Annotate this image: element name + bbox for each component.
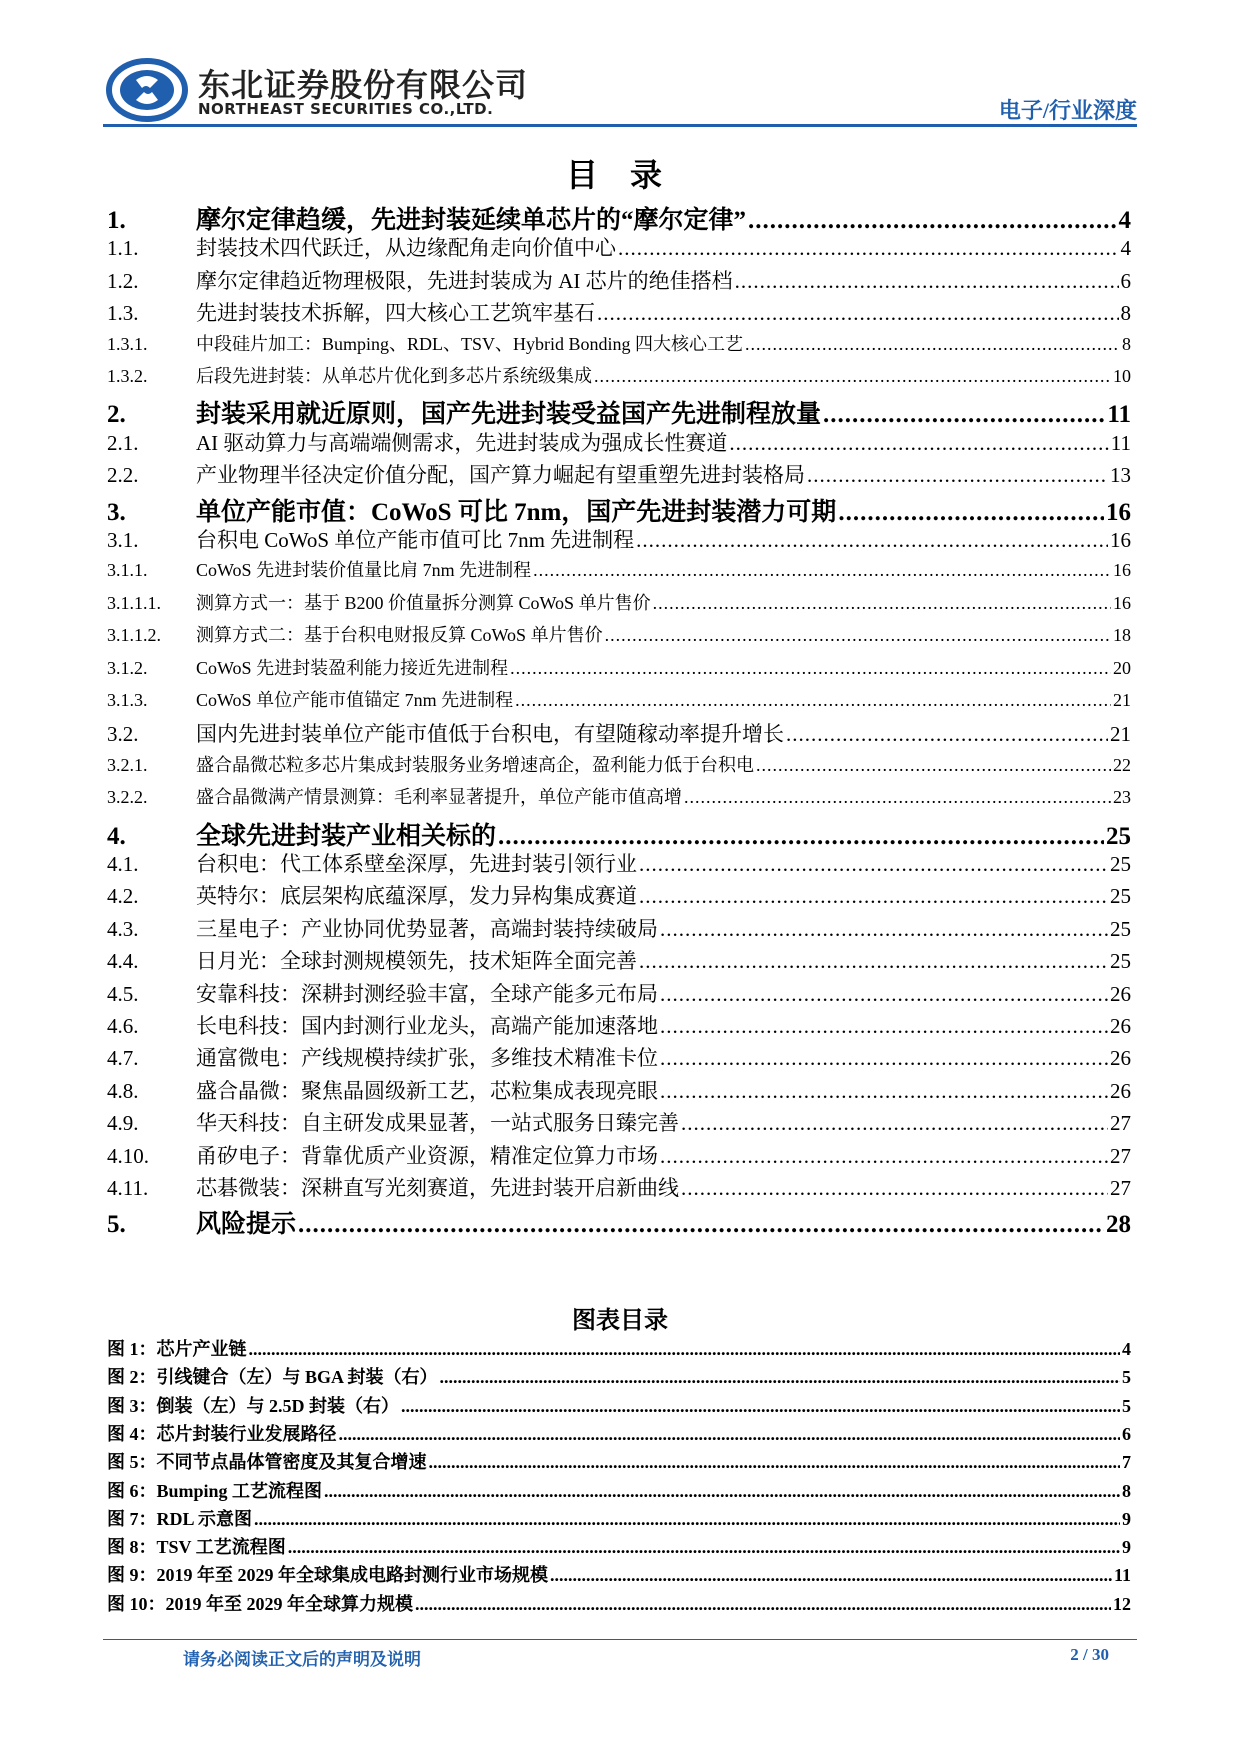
toc-entry-title: CoWoS 先进封装盈利能力接近先进制程	[196, 657, 509, 678]
figure-entry[interactable]	[107, 1335, 1131, 1361]
dot-leader	[660, 982, 1108, 1007]
toc-entry[interactable]	[107, 330, 1131, 356]
toc-entry-title: 英特尔：底层架构底蕴深厚，发力异构集成赛道	[196, 884, 637, 909]
figure-entry-page: 6	[1122, 1423, 1131, 1444]
figure-entry[interactable]	[107, 1561, 1131, 1587]
toc-entry[interactable]	[107, 816, 1131, 852]
toc-entry-page: 16	[1110, 528, 1131, 552]
toc-entry-number: 4.9.	[107, 1111, 139, 1136]
toc-entry-title: 台积电：代工体系壁垒深厚，先进封装引领行业	[196, 852, 637, 876]
toc-entry-page: 13	[1110, 463, 1131, 488]
figure-entry-page: 8	[1122, 1480, 1131, 1501]
toc-entry-number: 5.	[107, 1211, 126, 1239]
toc-entry-page: 27	[1110, 1176, 1131, 1200]
toc-entry[interactable]	[107, 589, 1131, 615]
figure-entry[interactable]	[107, 1392, 1131, 1418]
toc-entry-number: 4.4.	[107, 949, 139, 974]
dot-leader	[440, 1367, 1120, 1388]
toc-entry-number: 3.2.	[107, 722, 139, 747]
dot-leader	[639, 949, 1108, 974]
toc-entry-title: AI 驱动算力与高端端侧需求，先进封装成为强成长性赛道	[196, 430, 728, 455]
toc-entry-page: 27	[1110, 1143, 1131, 1168]
toc-entry-number: 4.2.	[107, 884, 139, 909]
toc-entry-page: 26	[1110, 1014, 1131, 1038]
toc-entry-title: 盛合晶微满产情景测算：毛利率显著提升，单位产能市值高增	[196, 787, 682, 808]
figure-entry-title: 图 3：倒装（左）与 2.5D 封装（右）	[107, 1395, 399, 1416]
toc-entry-number: 4.5.	[107, 981, 139, 1006]
toc-entry-number: 2.	[107, 401, 126, 429]
toc-entry[interactable]	[107, 654, 1131, 680]
figure-entry-page: 12	[1113, 1593, 1131, 1614]
figure-entry[interactable]	[107, 1477, 1131, 1503]
toc-entry-page: 11	[1107, 401, 1131, 429]
toc-entry-title: 芯碁微装：深耕直写光刻赛道，先进封装开启新曲线	[196, 1176, 679, 1200]
toc-entry-page: 25	[1110, 852, 1131, 876]
dot-leader	[684, 787, 1111, 808]
figure-entry-title: 图 7：RDL 示意图	[107, 1508, 253, 1529]
dot-leader	[681, 1111, 1108, 1136]
toc-entry-title: 安靠科技：深耕封测经验丰富，全球产能多元布局	[196, 981, 658, 1006]
figure-entry-page: 4	[1122, 1339, 1131, 1359]
dot-leader	[533, 560, 1111, 581]
toc-entry-page: 25	[1110, 884, 1131, 909]
dot-leader	[735, 269, 1119, 294]
toc-entry[interactable]	[107, 945, 1131, 975]
toc-entry[interactable]	[107, 718, 1131, 748]
toc-entry-page: 27	[1110, 1111, 1131, 1136]
toc-entry-title: 日月光：全球封测规模领先，技术矩阵全面完善	[196, 949, 637, 974]
figure-entry[interactable]	[107, 1505, 1131, 1531]
toc-entry[interactable]	[107, 751, 1131, 777]
toc-entry-number: 3.1.3.	[107, 690, 148, 710]
toc-entry-title: 台积电 CoWoS 单位产能市值可比 7nm 先进制程	[196, 528, 635, 552]
toc-entry-page: 6	[1120, 268, 1131, 293]
toc-entry[interactable]	[107, 232, 1131, 262]
dot-leader	[515, 690, 1111, 711]
dot-leader	[618, 236, 1119, 261]
toc-entry-number: 3.2.2.	[107, 787, 148, 808]
toc-entry-title: 产业物理半径决定价值分配，国产算力崛起有望重塑先进封装格局	[196, 463, 805, 488]
dot-leader	[660, 917, 1108, 942]
toc-entry-title: 先进封装技术拆解，四大核心工艺筑牢基石	[196, 301, 595, 326]
figure-entry-page: 7	[1122, 1452, 1131, 1473]
toc-entry-title: CoWoS 单位产能市值锚定 7nm 先进制程	[196, 690, 514, 710]
toc-entry-page: 16	[1106, 498, 1131, 526]
figure-entry[interactable]	[107, 1363, 1131, 1389]
figure-entry-page: 5	[1122, 1367, 1131, 1388]
toc-entry-title: 中段硅片加工：Bumping、RDL、TSV、Hybrid Bonding 四大核心工艺	[196, 333, 744, 354]
dot-leader	[288, 1537, 1120, 1558]
figure-entry-title: 图 1：芯片产业链	[107, 1339, 247, 1359]
dot-leader	[510, 658, 1111, 679]
toc-title: 目 录	[565, 157, 674, 193]
toc-entry-page: 10	[1113, 366, 1131, 386]
dot-leader	[786, 722, 1108, 747]
toc-entry[interactable]	[107, 1075, 1131, 1105]
dot-leader	[807, 463, 1108, 488]
company-name-en: NORTHEAST SECURITIES CO.,LTD.	[198, 100, 494, 118]
toc-entry-number: 4.11.	[107, 1176, 149, 1200]
figure-entry-page: 11	[1113, 1565, 1131, 1586]
figure-entry-title: 图 6：Bumping 工艺流程图	[107, 1480, 323, 1501]
figure-entry[interactable]	[107, 1590, 1131, 1616]
figure-entry-title: 图 8：TSV 工艺流程图	[107, 1537, 286, 1558]
toc-entry-number: 2.2.	[107, 463, 139, 488]
figure-entry[interactable]	[107, 1448, 1131, 1474]
dot-leader	[748, 207, 1116, 235]
toc-entry-title: 全球先进封装产业相关标的	[196, 822, 497, 850]
toc-entry-title: 摩尔定律趋近物理极限，先进封装成为 AI 芯片的绝佳搭档	[196, 268, 733, 293]
toc-entry-page: 28	[1106, 1211, 1131, 1239]
toc-entry-title: 盛合晶微芯粒多芯片集成封装服务业务增速高企，盈利能力低于台积电	[196, 754, 754, 775]
footer-notice: 请务必阅读正文后的声明及说明	[183, 1650, 421, 1669]
toc-entry[interactable]	[107, 1042, 1131, 1072]
toc-entry[interactable]	[107, 200, 1131, 236]
dot-leader	[745, 334, 1120, 355]
toc-entry-title: 单位产能市值：CoWoS 可比 7nm，国产先进封装潜力可期	[196, 498, 837, 526]
toc-entry[interactable]	[107, 621, 1131, 647]
dot-leader	[249, 1339, 1121, 1360]
toc-entry-number: 1.3.1.	[107, 333, 148, 354]
toc-entry[interactable]	[107, 913, 1131, 943]
toc-entry[interactable]	[107, 1107, 1131, 1137]
dot-leader	[605, 625, 1111, 646]
toc-entry-page: 25	[1110, 949, 1131, 974]
dot-leader	[594, 366, 1111, 387]
toc-entry-page: 26	[1110, 981, 1131, 1006]
figure-entry-page: 5	[1122, 1395, 1131, 1416]
toc-entry[interactable]	[107, 1010, 1131, 1040]
toc-entry[interactable]	[107, 783, 1131, 809]
toc-entry-number: 4.7.	[107, 1046, 139, 1071]
toc-entry-page: 8	[1122, 333, 1131, 354]
toc-entry-title: 测算方式一：基于 B200 价值量拆分测算 CoWoS 单片售价	[196, 592, 651, 613]
toc-entry-page: 16	[1113, 560, 1131, 581]
report-section: 电子/行业深度	[998, 98, 1137, 123]
toc-entry-title: 国内先进封装单位产能市值低于台积电，有望随稼动率提升增长	[196, 722, 784, 747]
toc-entry-page: 26	[1110, 1078, 1131, 1103]
toc-entry[interactable]	[107, 556, 1131, 582]
toc-entry[interactable]	[107, 1172, 1131, 1202]
figure-list-title: 图表目录	[572, 1308, 668, 1334]
toc-entry[interactable]	[107, 978, 1131, 1008]
dot-leader	[660, 1014, 1108, 1039]
toc-entry-number: 3.1.1.1.	[107, 592, 161, 613]
header-divider	[103, 124, 1137, 127]
toc-entry-title: 风险提示	[196, 1211, 297, 1239]
dot-leader	[401, 1396, 1120, 1417]
toc-entry-number: 4.	[107, 822, 126, 850]
figure-entry[interactable]	[107, 1420, 1131, 1446]
dot-leader	[429, 1452, 1121, 1473]
toc-entry-page: 11	[1110, 430, 1131, 455]
toc-entry-number: 4.1.	[107, 852, 139, 876]
toc-entry-page: 4	[1120, 236, 1131, 261]
company-logo-icon	[106, 58, 188, 122]
toc-entry-title: CoWoS 先进封装价值量比肩 7nm 先进制程	[196, 560, 532, 581]
dot-leader	[639, 884, 1108, 909]
dot-leader	[298, 1211, 1104, 1239]
toc-entry-page: 26	[1110, 1046, 1131, 1071]
dot-leader	[660, 1046, 1108, 1071]
toc-entry[interactable]	[107, 362, 1131, 388]
toc-entry-title: 后段先进封装：从单芯片优化到多芯片系统级集成	[196, 366, 592, 386]
toc-entry-page: 25	[1106, 822, 1131, 850]
dot-leader	[681, 1176, 1108, 1201]
toc-entry-number: 1.3.2.	[107, 366, 148, 386]
dot-leader	[838, 499, 1104, 527]
toc-entry-page: 23	[1113, 787, 1131, 808]
toc-entry[interactable]	[107, 394, 1131, 430]
toc-entry-number: 1.	[107, 207, 126, 234]
toc-entry-number: 3.1.1.2.	[107, 625, 161, 646]
toc-entry-page: 20	[1113, 657, 1131, 678]
toc-entry-page: 18	[1113, 625, 1131, 646]
toc-entry-number: 2.1.	[107, 430, 139, 455]
toc-entry-number: 4.10.	[107, 1143, 149, 1168]
company-name-cn: 东北证券股份有限公司	[198, 66, 529, 104]
dot-leader	[639, 852, 1108, 877]
toc-entry-number: 1.3.	[107, 301, 139, 326]
toc-entry-page: 21	[1110, 722, 1131, 747]
figure-entry-title: 图 10：2019 年至 2029 年全球算力规模	[107, 1593, 413, 1614]
figure-entry[interactable]	[107, 1533, 1131, 1559]
dot-leader	[729, 431, 1108, 456]
toc-entry-title: 封装技术四代跃迁，从边缘配角走向价值中心	[196, 236, 616, 261]
toc-entry-page: 25	[1110, 916, 1131, 941]
toc-entry-number: 4.3.	[107, 916, 139, 941]
toc-entry[interactable]	[107, 686, 1131, 712]
dot-leader	[324, 1481, 1120, 1502]
toc-entry-number: 4.8.	[107, 1078, 139, 1103]
toc-entry-number: 3.	[107, 498, 126, 526]
dot-leader	[254, 1509, 1120, 1530]
figure-entry-title: 图 9：2019 年至 2029 年全球集成电路封测行业市场规模	[107, 1565, 548, 1586]
toc-entry-title: 测算方式二：基于台积电财报反算 CoWoS 单片售价	[196, 625, 603, 646]
toc-entry-title: 三星电子：产业协同优势显著，高端封装持续破局	[196, 916, 658, 941]
dot-leader	[498, 823, 1104, 851]
toc-entry-title: 甬矽电子：背靠优质产业资源，精准定位算力市场	[196, 1143, 658, 1168]
dot-leader	[660, 1079, 1108, 1104]
toc-entry-number: 1.2.	[107, 268, 139, 293]
toc-entry-title: 通富微电：产线规模持续扩张，多维技术精准卡位	[196, 1046, 658, 1071]
page-number: 2 / 30	[1070, 1645, 1109, 1664]
toc-entry-title: 长电科技：国内封测行业龙头，高端产能加速落地	[196, 1014, 658, 1038]
toc-entry-page: 22	[1113, 754, 1131, 775]
toc-entry[interactable]	[107, 459, 1131, 489]
toc-entry-title: 华天科技：自主研发成果显著，一站式服务日臻完善	[196, 1111, 679, 1136]
toc-entry[interactable]	[107, 492, 1131, 528]
toc-entry-title: 盛合晶微：聚焦晶圆级新工艺，芯粒集成表现亮眼	[196, 1078, 658, 1103]
dot-leader	[415, 1594, 1111, 1615]
toc-entry[interactable]	[107, 297, 1131, 327]
toc-entry-number: 3.1.1.	[107, 560, 148, 581]
toc-entry-page: 21	[1113, 690, 1131, 710]
dot-leader	[550, 1565, 1112, 1586]
figure-entry-title: 图 4：芯片封装行业发展路径	[107, 1423, 337, 1444]
toc-entry-page: 16	[1113, 592, 1131, 613]
dot-leader	[660, 1144, 1108, 1169]
figure-entry-title: 图 2：引线键合（左）与 BGA 封装（右）	[107, 1367, 438, 1388]
figure-entry-page: 9	[1122, 1508, 1131, 1529]
toc-entry-number: 3.1.2.	[107, 657, 148, 678]
toc-entry[interactable]	[107, 1204, 1131, 1240]
toc-entry-title: 封装采用就近原则，国产先进封装受益国产先进制程放量	[196, 401, 822, 429]
dot-leader	[653, 593, 1111, 614]
toc-entry-number: 3.1.	[107, 528, 139, 552]
figure-entry-title: 图 5：不同节点晶体管密度及其复合增速	[107, 1452, 427, 1473]
toc-entry-number: 3.2.1.	[107, 754, 148, 775]
dot-leader	[636, 528, 1108, 553]
toc-entry[interactable]	[107, 427, 1131, 457]
footer-divider	[103, 1639, 1137, 1640]
toc-entry-number: 1.1.	[107, 236, 139, 261]
toc-entry-title: 摩尔定律趋缓，先进封装延续单芯片的“摩尔定律”	[196, 207, 747, 234]
figure-entry-page: 9	[1122, 1537, 1131, 1558]
toc-entry-page: 8	[1120, 301, 1131, 326]
dot-leader	[339, 1424, 1121, 1445]
dot-leader	[597, 301, 1119, 326]
toc-entry[interactable]	[107, 265, 1131, 295]
dot-leader	[823, 401, 1105, 429]
toc-entry[interactable]	[107, 1140, 1131, 1170]
toc-entry[interactable]	[107, 880, 1131, 910]
toc-entry[interactable]	[107, 524, 1131, 554]
toc-entry[interactable]	[107, 848, 1131, 878]
toc-entry-page: 4	[1118, 207, 1131, 234]
toc-entry-number: 4.6.	[107, 1014, 139, 1038]
dot-leader	[756, 755, 1111, 776]
